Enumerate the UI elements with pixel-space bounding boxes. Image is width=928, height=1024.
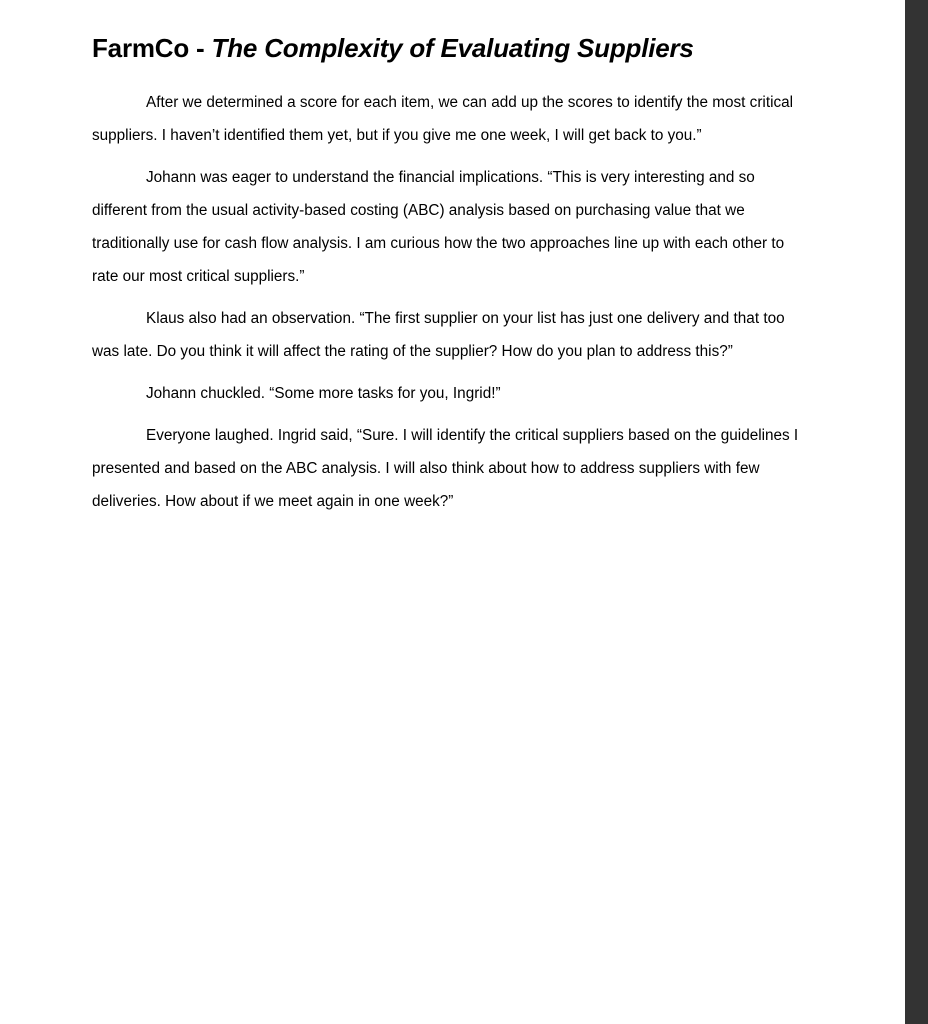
paragraph: After we determined a score for each item, we can add up the scores to identify the most critical suppliers. I haven’t identified them yet, but if you give me one week, I will get back to you.” xyxy=(92,94,794,144)
page-content xyxy=(92,30,800,527)
title-prefix: FarmCo - xyxy=(92,33,212,63)
document-title xyxy=(92,30,800,66)
title-italic: The Complexity of Evaluating Suppliers xyxy=(211,33,694,63)
paragraph: Johann was eager to understand the financial implications. “This is very interesting and so different from the usual activity-based costing (ABC) analysis based on purchasing value that we traditionally use for cash flow analysis. I am curious how the two approaches line up with each other to rate our most critical suppliers.” xyxy=(92,169,785,285)
paragraph: Klaus also had an observation. “The first supplier on your list has just one delivery and that too was late. Do you think it will affect the rating of the supplier? How do you plan to address this?” xyxy=(92,310,785,360)
paragraph: Everyone laughed. Ingrid said, “Sure. I will identify the critical suppliers based on the guidelines I presented and based on the ABC analysis. I will also think about how to address suppliers with few deliveries. How about if we meet again in one week?” xyxy=(92,427,799,510)
paragraph: Johann chuckled. “Some more tasks for you, Ingrid!” xyxy=(146,385,501,402)
vertical-scrollbar[interactable] xyxy=(905,0,928,1024)
